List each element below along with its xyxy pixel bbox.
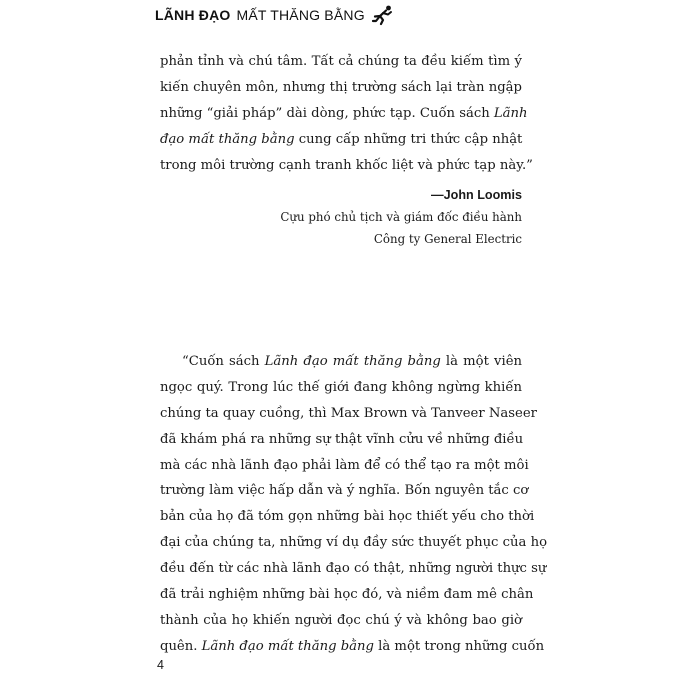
text-line: kiến chuyên môn, nhưng thị trường sách lại tràn ngập [160, 79, 522, 95]
text-line [160, 349, 522, 375]
text-segment: những “giải pháp” dài dòng, phức tạp. Cuốn sách [160, 105, 494, 121]
text-line: trường làm việc hấp dẫn và ý nghĩa. Bốn nguyên tắc cơ [160, 483, 529, 499]
text-line [160, 101, 528, 127]
text-segment: “Cuốn sách [182, 354, 265, 369]
text-line [160, 127, 522, 153]
text-segment: quên. [160, 638, 202, 654]
text-line: trong môi trường cạnh tranh khốc liệt và phức tạp này.” [160, 157, 533, 173]
text-line: đại của chúng ta, những ví dụ đầy sức thuyết phục của họ [160, 535, 548, 551]
page-number: 4 [157, 658, 164, 672]
attribution-role: Cựu phó chủ tịch và giám đốc điều hành [280, 210, 522, 224]
quote-paragraph-2 [160, 349, 548, 660]
attribution [280, 184, 522, 250]
text-line: thành của họ khiến người đọc chú ý và không bao giờ [160, 612, 522, 628]
book-title-italic: Lãnh đạo mất thăng bằng [201, 638, 374, 654]
running-header [155, 4, 393, 26]
book-title-italic: Lãnh đạo mất thăng bằng [264, 354, 441, 369]
quote-paragraph-1 [160, 49, 533, 178]
text-segment: cung cấp những tri thức cập nhật [294, 131, 523, 147]
header-title-bold: LÃNH ĐẠO [155, 7, 231, 23]
text-line: đã trải nghiệm những bài học đó, và niềm đam mê chân [160, 587, 534, 603]
text-segment: là một viên [440, 354, 522, 369]
text-line: mà các nhà lãnh đạo phải làm để có thể tạo ra một môi [160, 457, 529, 473]
text-line [160, 634, 545, 660]
text-line: phản tỉnh và chú tâm. Tất cả chúng ta đều kiếm tìm ý [160, 54, 522, 69]
text-segment: là một trong những cuốn [373, 638, 545, 654]
book-title-italic: Lãnh [493, 105, 528, 121]
text-line: bản của họ đã tóm gọn những bài học thiết yếu cho thời [160, 509, 535, 525]
text-line: đã khám phá ra những sự thật vĩnh cửu về những điều [160, 431, 524, 447]
falling-figure-icon [371, 4, 393, 26]
text-line: chúng ta quay cuồng, thì Max Brown và Tanveer Naseer [160, 405, 537, 421]
book-title-italic: đạo mất thăng bằng [160, 131, 295, 147]
attribution-company: Công ty General Electric [373, 232, 522, 246]
text-line: ngọc quý. Trong lúc thế giới đang không ngừng khiến [160, 379, 522, 395]
header-title-light: MẤT THĂNG BẰNG [236, 7, 365, 23]
attribution-name: —John Loomis [431, 188, 522, 202]
text-line: đều đến từ các nhà lãnh đạo có thật, những người thực sự [160, 561, 547, 577]
